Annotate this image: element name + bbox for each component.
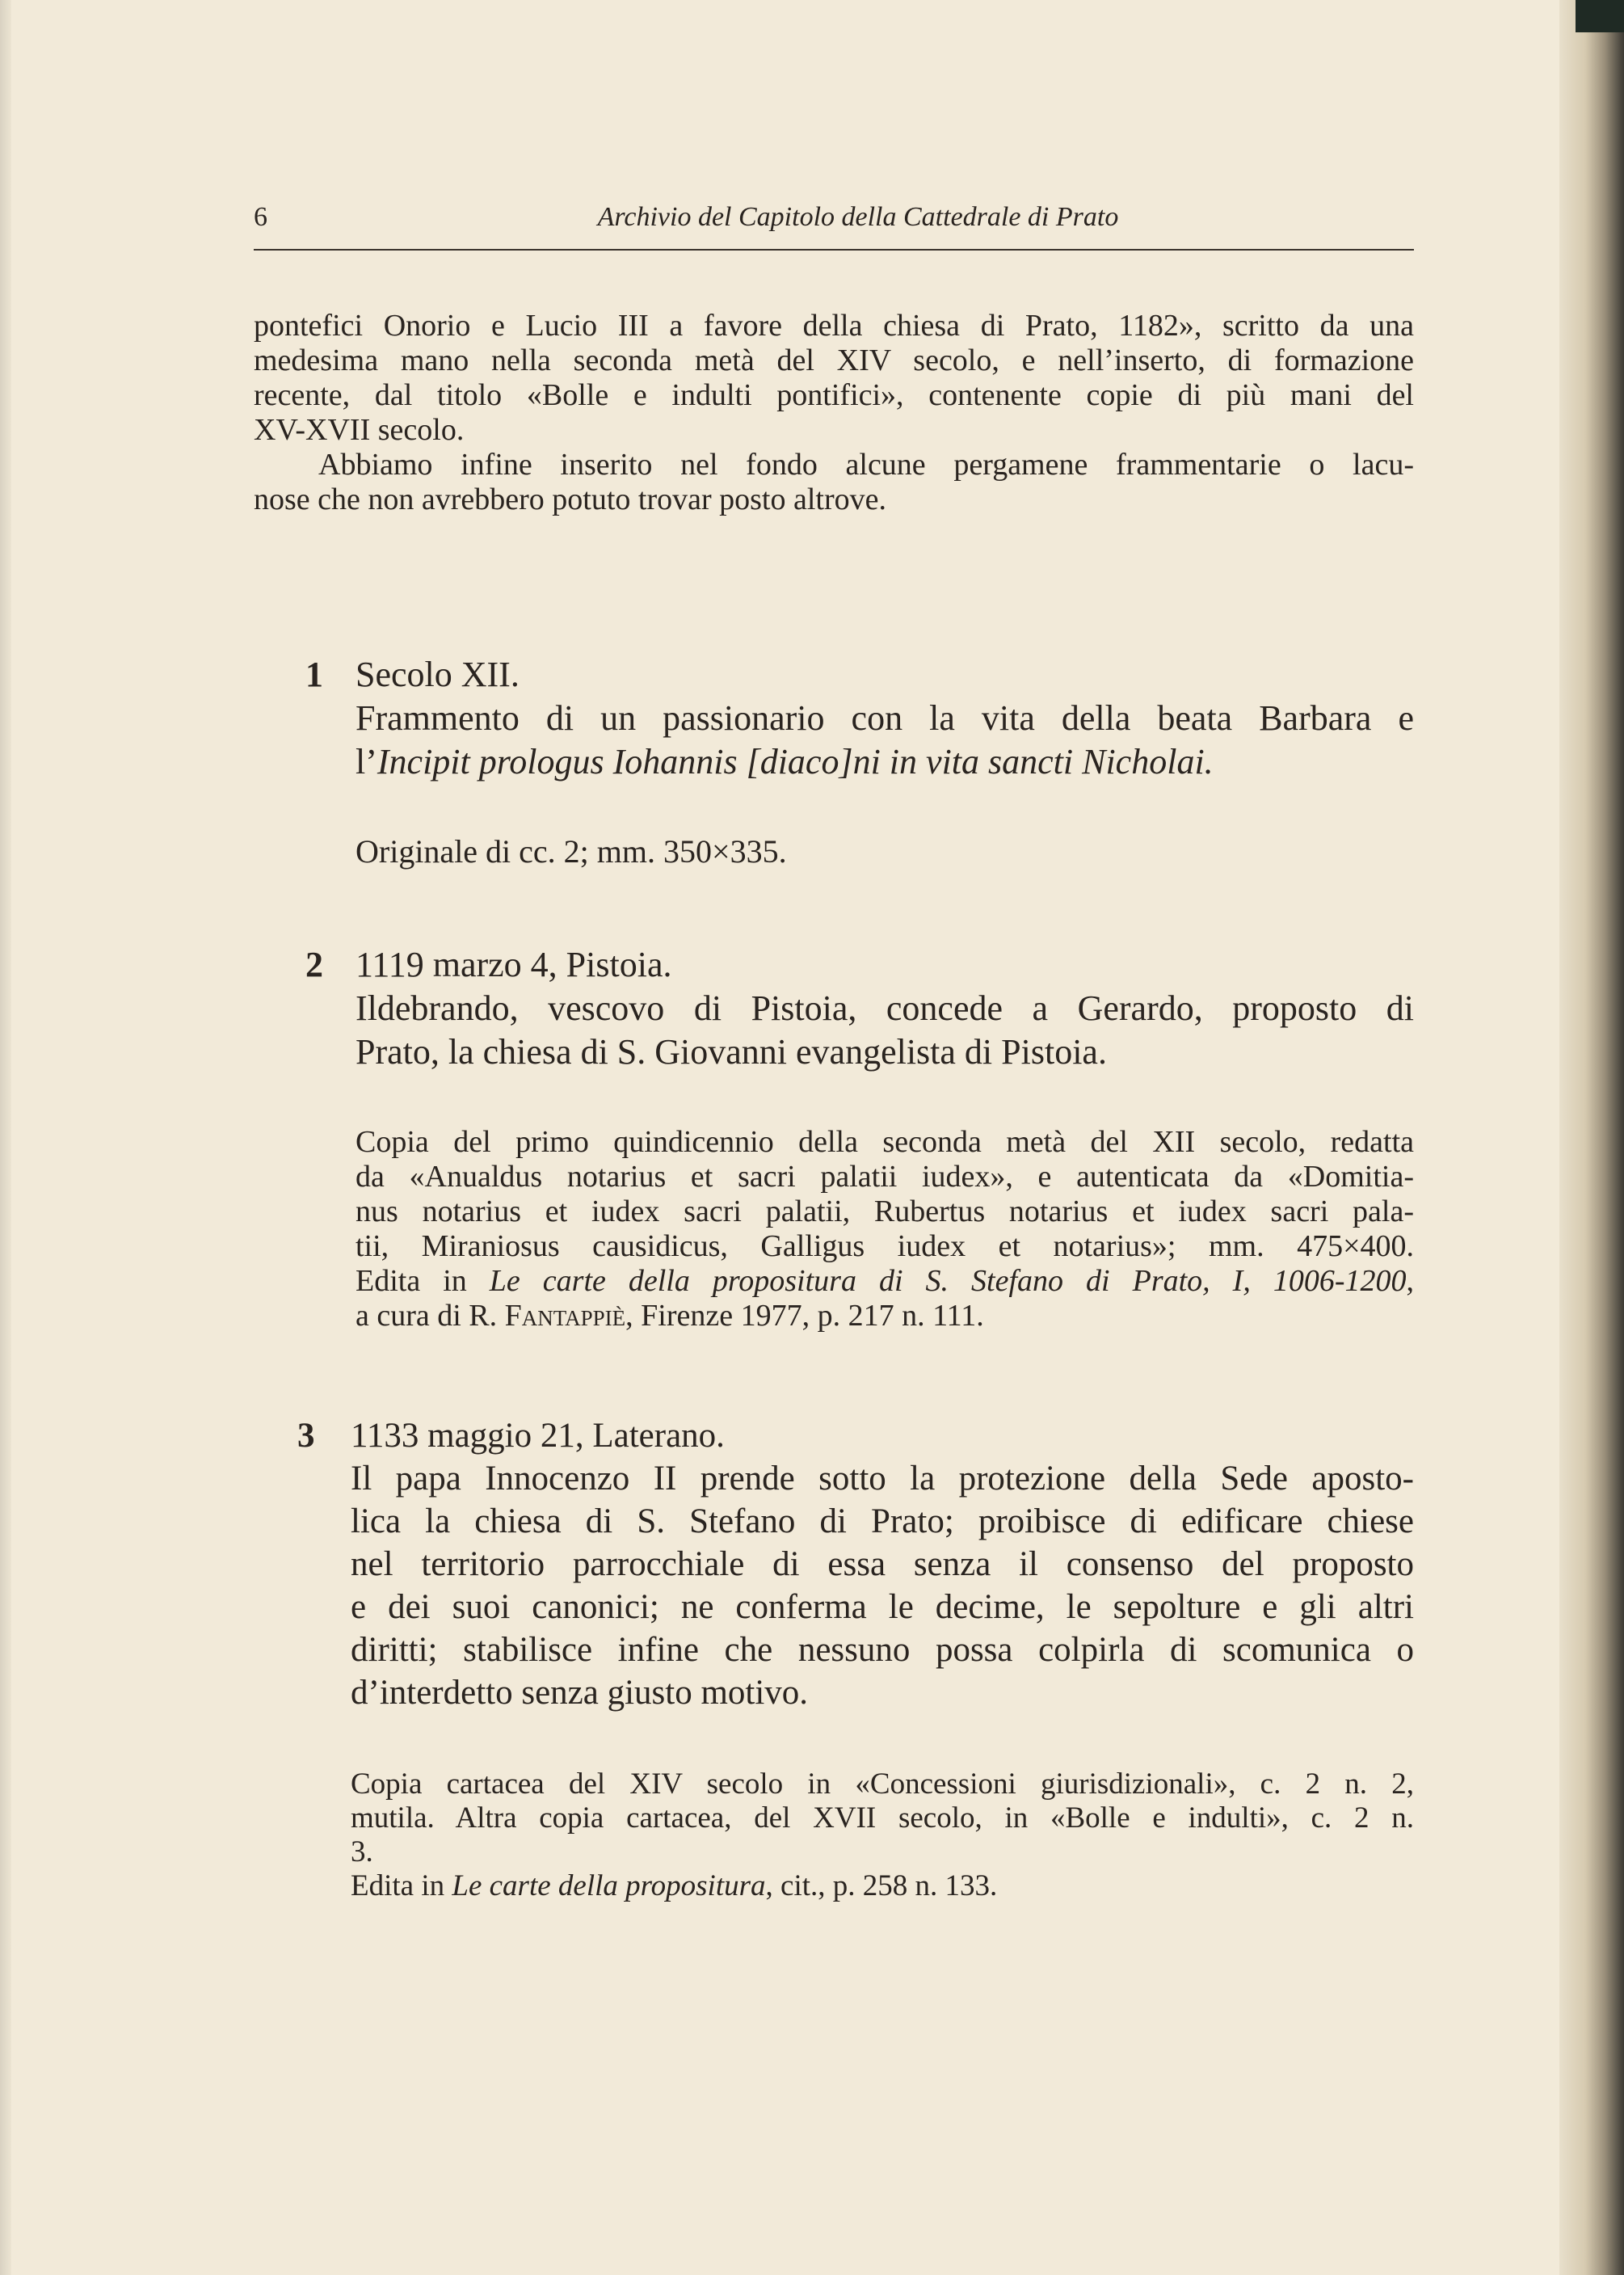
text-segment: pontefici Onorio e Lucio III a favore della chiesa di Prato, 1182», scritto da una: [254, 309, 1414, 343]
page-number: 6: [254, 202, 267, 232]
regest-line: [351, 1500, 1414, 1543]
text-segment: Frammento di un passionario con la vita della beata Barbara e: [356, 698, 1414, 738]
text-segment: Prato, la chiesa di S. Giovanni evangelista di Pistoia.: [356, 1032, 1107, 1072]
regest-line: [351, 1671, 1414, 1714]
text-segment: , cit., p. 258 n. 133.: [765, 1869, 998, 1902]
text-segment: Edita in: [356, 1264, 490, 1298]
text-segment: XV-XVII secolo.: [254, 413, 465, 447]
text-segment: d’interdetto senza giusto motivo.: [351, 1674, 809, 1712]
text-segment: mutila. Altra copia cartacea, del XVII secolo, in «Bolle e indulti», c. 2 n.: [351, 1801, 1414, 1835]
intro-paragraphs: [254, 309, 1414, 517]
entry-regest: [351, 1414, 1414, 1714]
text-segment: Edita in: [351, 1869, 452, 1902]
regest-line: [351, 1543, 1414, 1586]
intro-line: [254, 378, 1414, 413]
text-segment: medesima mano nella seconda metà del XIV secolo, e nell’inserto, di formazione: [254, 343, 1414, 377]
text-segment: Originale di cc. 2; mm. 350×335.: [356, 833, 787, 870]
text-segment: ,: [1406, 1264, 1414, 1298]
note-line: [356, 1160, 1414, 1194]
regest-line: [351, 1414, 1414, 1457]
text-segment: Le carte della propositura: [452, 1869, 766, 1902]
intro-line: [254, 343, 1414, 378]
regest-line: [356, 697, 1414, 740]
text-segment: Ildebrando, vescovo di Pistoia, concede a Gerardo, proposto di: [356, 988, 1414, 1028]
regest-line: [356, 1030, 1414, 1074]
text-segment: 1133 maggio 21, Laterano.: [351, 1417, 725, 1455]
running-title: Archivio del Capitolo della Cattedrale di Prato: [597, 202, 1119, 232]
regest-line: [351, 1457, 1414, 1500]
text-segment: 3.: [351, 1835, 373, 1868]
entry-note: [351, 1767, 1414, 1903]
text-segment: Fantappiè: [504, 1299, 626, 1333]
text-segment: lica la chiesa di S. Stefano di Prato; proibisce di edificare chiese: [351, 1502, 1414, 1540]
text-segment: da «Anualdus notarius et sacri palatii iudex», e autenticata da «Domitia-: [356, 1160, 1414, 1194]
intro-line: [254, 413, 1414, 448]
entry-number: 1: [305, 655, 323, 694]
note-line: [356, 1194, 1414, 1229]
note-line: [356, 1299, 1414, 1333]
note-line: [351, 1835, 1414, 1869]
intro-line: [254, 448, 1414, 482]
page-left-edge: [0, 0, 11, 2275]
header-rule: [254, 249, 1414, 251]
entry-regest: [356, 943, 1414, 1074]
text-segment: Le carte della propositura di S. Stefano di Prato, I, 1006-1200: [489, 1264, 1407, 1298]
note-line: [351, 1767, 1414, 1801]
text-segment: e dei suoi canonici; ne conferma le decime, le sepolture e gli altri: [351, 1588, 1414, 1626]
page-corner: [1576, 0, 1624, 32]
regest-line: [351, 1628, 1414, 1671]
regest-line: [356, 740, 1414, 784]
regest-line: [356, 653, 1414, 697]
text-segment: diritti; stabilisce infine che nessuno possa colpirla di scomunica o: [351, 1631, 1414, 1669]
regest-line: [351, 1586, 1414, 1628]
text-segment: a cura di R.: [356, 1299, 505, 1333]
text-segment: Incipit prologus Iohannis [diaco]ni in vita sancti Nicholai.: [377, 742, 1214, 782]
running-header: [254, 202, 1414, 247]
entry-note: [356, 1125, 1414, 1333]
entry-note: [356, 830, 1414, 874]
note-line: [356, 1229, 1414, 1264]
text-segment: nus notarius et iudex sacri palatii, Rubertus notarius et iudex sacri pala-: [356, 1194, 1414, 1228]
text-segment: 1119 marzo 4, Pistoia.: [356, 945, 672, 984]
intro-line: [254, 482, 1414, 517]
note-line: [351, 1869, 1414, 1903]
regest-line: [356, 987, 1414, 1030]
page-gutter-shadow: [1559, 0, 1624, 2275]
text-segment: nel territorio parrocchiale di essa senza il consenso del proposto: [351, 1545, 1414, 1583]
entry-number: 3: [297, 1417, 315, 1455]
text-segment: Il papa Innocenzo II prende sotto la protezione della Sede aposto-: [351, 1460, 1414, 1498]
text-segment: l’: [356, 742, 377, 782]
intro-line: [254, 309, 1414, 343]
note-line: [356, 1125, 1414, 1160]
text-segment: , Firenze 1977, p. 217 n. 111.: [625, 1299, 984, 1333]
text-segment: recente, dal titolo «Bolle e indulti pontifici», contenente copie di più mani del: [254, 378, 1414, 412]
text-segment: Copia cartacea del XIV secolo in «Concessioni giurisdizionali», c. 2 n. 2,: [351, 1767, 1414, 1801]
regest-line: [356, 943, 1414, 987]
text-segment: tii, Miraniosus causidicus, Galligus iudex et notarius»; mm. 475×400.: [356, 1229, 1414, 1263]
entry-number: 2: [305, 945, 323, 984]
text-segment: nose che non avrebbero potuto trovar posto altrove.: [254, 482, 886, 516]
note-line: [351, 1801, 1414, 1835]
text-segment: Secolo XII.: [356, 655, 520, 694]
entry-regest: [356, 653, 1414, 784]
note-line: [356, 1264, 1414, 1299]
note-line: [356, 830, 1414, 874]
text-segment: Copia del primo quindicennio della seconda metà del XII secolo, redatta: [356, 1125, 1414, 1159]
text-segment: Abbiamo infine inserito nel fondo alcune pergamene frammentarie o lacu-: [318, 448, 1414, 482]
